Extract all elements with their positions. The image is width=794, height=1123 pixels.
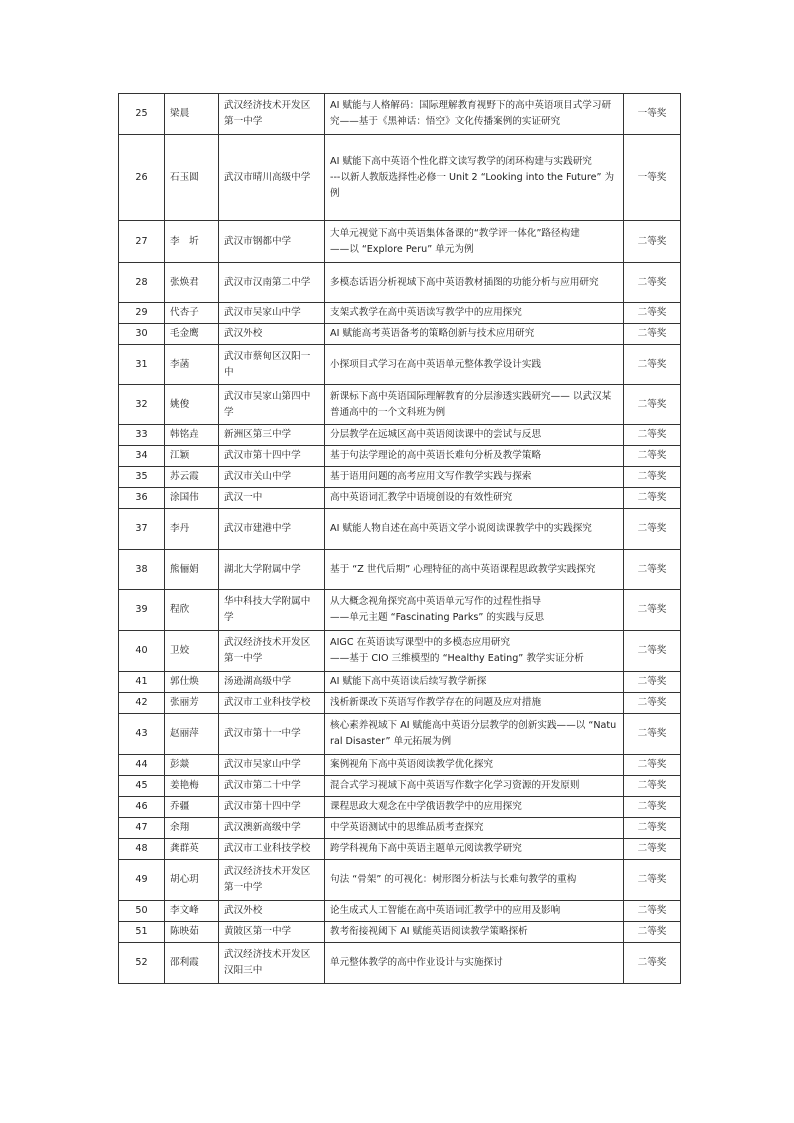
school-name: 武汉市工业科技学校 xyxy=(219,693,325,714)
row-number: 50 xyxy=(119,901,165,922)
author-name: 乔疆 xyxy=(165,797,219,818)
row-number: 30 xyxy=(119,324,165,345)
school-name: 武汉市晴川高级中学 xyxy=(219,135,325,221)
row-number: 32 xyxy=(119,385,165,425)
award-level: 二等奖 xyxy=(624,672,681,693)
award-level: 二等奖 xyxy=(624,714,681,755)
table-row xyxy=(119,860,681,901)
row-number: 40 xyxy=(119,631,165,672)
paper-title xyxy=(325,672,624,693)
award-level: 二等奖 xyxy=(624,922,681,943)
award-level: 二等奖 xyxy=(624,221,681,263)
author-name: 石玉圆 xyxy=(165,135,219,221)
paper-title xyxy=(325,303,624,324)
table-row xyxy=(119,263,681,303)
school-name: 黄陂区第一中学 xyxy=(219,922,325,943)
row-number: 46 xyxy=(119,797,165,818)
author-name: 邵利霞 xyxy=(165,943,219,984)
paper-title xyxy=(325,94,624,135)
school-name: 华中科技大学附属中学 xyxy=(219,590,325,631)
school-name: 武汉市第十一中学 xyxy=(219,714,325,755)
table-row xyxy=(119,324,681,345)
table-row xyxy=(119,509,681,550)
paper-title xyxy=(325,590,624,631)
award-level: 二等奖 xyxy=(624,488,681,509)
row-number: 39 xyxy=(119,590,165,631)
row-number: 52 xyxy=(119,943,165,984)
award-level: 二等奖 xyxy=(624,943,681,984)
school-name: 湖北大学附属中学 xyxy=(219,550,325,590)
paper-title xyxy=(325,922,624,943)
school-name: 新洲区第三中学 xyxy=(219,425,325,446)
paper-title-line: 基于句法学理论的高中英语长难句分析及教学策略 xyxy=(330,450,542,461)
paper-title-line: 核心素养视域下 AI 赋能高中英语分层教学的创新实践——以 “Natural Disaster” 单元拓展为例 xyxy=(330,720,617,747)
row-number: 25 xyxy=(119,94,165,135)
author-name: 苏云霞 xyxy=(165,467,219,488)
awards-table-body xyxy=(119,94,681,984)
paper-title-line: 案例视角下高中英语阅读教学优化探究 xyxy=(330,759,494,770)
paper-title xyxy=(325,385,624,425)
paper-title-line: 教考衔接视阈下 AI 赋能英语阅读教学策略探析 xyxy=(330,926,528,937)
author-name: 胡心玥 xyxy=(165,860,219,901)
award-level: 二等奖 xyxy=(624,550,681,590)
row-number: 27 xyxy=(119,221,165,263)
paper-title-line: 课程思政大观念在中学俄语教学中的应用探究 xyxy=(330,801,522,812)
author-name: 代杏子 xyxy=(165,303,219,324)
table-row xyxy=(119,425,681,446)
paper-title-line: 从大概念视角探究高中英语单元写作的过程性指导 xyxy=(330,596,542,607)
table-row xyxy=(119,922,681,943)
paper-title-line: AI 赋能下高中英语读后续写教学新探 xyxy=(330,676,487,687)
paper-title-line: 小探项目式学习在高中英语单元整体教学设计实践 xyxy=(330,358,542,370)
award-level: 二等奖 xyxy=(624,860,681,901)
award-level: 二等奖 xyxy=(624,446,681,467)
author-name: 李丹 xyxy=(165,509,219,550)
paper-title xyxy=(325,714,624,755)
author-name: 郭仕焕 xyxy=(165,672,219,693)
author-name: 熊俪娟 xyxy=(165,550,219,590)
paper-title xyxy=(325,263,624,303)
paper-title xyxy=(325,776,624,797)
table-row xyxy=(119,631,681,672)
award-level: 一等奖 xyxy=(624,94,681,135)
award-level: 二等奖 xyxy=(624,590,681,631)
paper-title xyxy=(325,943,624,984)
paper-title-line: AI 赋能下高中英语个性化群文读写教学的闭环构建与实践研究 xyxy=(330,155,592,167)
paper-title-line: 句法 “骨架” 的可视化：树形图分析法与长难句教学的重构 xyxy=(330,874,577,885)
author-name: 陈映茹 xyxy=(165,922,219,943)
paper-title xyxy=(325,446,624,467)
row-number: 26 xyxy=(119,135,165,221)
award-level: 二等奖 xyxy=(624,797,681,818)
row-number: 43 xyxy=(119,714,165,755)
school-name: 武汉外校 xyxy=(219,324,325,345)
paper-title xyxy=(325,550,624,590)
paper-title-line: 中学英语测试中的思维品质考查探究 xyxy=(330,822,484,833)
paper-title xyxy=(325,860,624,901)
table-row xyxy=(119,776,681,797)
paper-title xyxy=(325,755,624,776)
award-level: 二等奖 xyxy=(624,263,681,303)
paper-title-line: 论生成式人工智能在高中英语词汇教学中的应用及影响 xyxy=(330,905,561,916)
paper-title xyxy=(325,797,624,818)
paper-title-line: 跨学科视角下高中英语主题单元阅读教学研究 xyxy=(330,843,522,854)
paper-title xyxy=(325,901,624,922)
paper-title-line: ——基于 CIO 三维模型的 “Healthy Eating” 教学实证分析 xyxy=(330,653,584,664)
table-row xyxy=(119,943,681,984)
row-number: 35 xyxy=(119,467,165,488)
paper-title xyxy=(325,221,624,263)
school-name: 武汉经济技术开发区汉阳三中 xyxy=(219,943,325,984)
author-name: 李文峰 xyxy=(165,901,219,922)
paper-title xyxy=(325,425,624,446)
table-row xyxy=(119,221,681,263)
author-name: 张焕君 xyxy=(165,263,219,303)
table-row xyxy=(119,94,681,135)
paper-title-line: ——以 “Explore Peru” 单元为例 xyxy=(330,243,474,255)
school-name: 武汉经济技术开发区第一中学 xyxy=(219,631,325,672)
school-name: 武汉外校 xyxy=(219,901,325,922)
award-level: 二等奖 xyxy=(624,776,681,797)
row-number: 45 xyxy=(119,776,165,797)
paper-title-line: 大单元视觉下高中英语集体备课的“教学评一体化”路径构建 xyxy=(330,227,580,239)
author-name: 姜艳梅 xyxy=(165,776,219,797)
row-number: 28 xyxy=(119,263,165,303)
row-number: 38 xyxy=(119,550,165,590)
paper-title xyxy=(325,345,624,385)
paper-title xyxy=(325,135,624,221)
author-name: 龚群英 xyxy=(165,839,219,860)
row-number: 42 xyxy=(119,693,165,714)
paper-title-line: 高中英语词汇教学中语境创设的有效性研究 xyxy=(330,492,513,503)
table-row xyxy=(119,901,681,922)
table-row xyxy=(119,135,681,221)
table-row xyxy=(119,590,681,631)
school-name: 武汉市吴家山中学 xyxy=(219,303,325,324)
row-number: 47 xyxy=(119,818,165,839)
paper-title-line: AI 赋能人物自述在高中英语文学小说阅读课教学中的实践探究 xyxy=(330,523,592,534)
award-level: 二等奖 xyxy=(624,467,681,488)
school-name: 武汉经济技术开发区第一中学 xyxy=(219,860,325,901)
school-name: 武汉市第二十中学 xyxy=(219,776,325,797)
table-row xyxy=(119,839,681,860)
award-level: 二等奖 xyxy=(624,839,681,860)
school-name: 武汉市建港中学 xyxy=(219,509,325,550)
paper-title xyxy=(325,818,624,839)
table-row xyxy=(119,755,681,776)
school-name: 武汉一中 xyxy=(219,488,325,509)
paper-title-line: AIGC 在英语读写课型中的多模态应用研究 xyxy=(330,637,511,648)
paper-title-line: 支架式教学在高中英语读写教学中的应用探究 xyxy=(330,307,522,318)
paper-title xyxy=(325,509,624,550)
author-name: 卫姣 xyxy=(165,631,219,672)
award-level: 二等奖 xyxy=(624,345,681,385)
school-name: 武汉市蔡甸区汉阳一中 xyxy=(219,345,325,385)
row-number: 29 xyxy=(119,303,165,324)
table-row xyxy=(119,672,681,693)
paper-title-line: 多模态话语分析视域下高中英语教材插图的功能分析与应用研究 xyxy=(330,276,599,288)
paper-title-line: 基于 “Z 世代后期” 心理特征的高中英语课程思政教学实践探究 xyxy=(330,563,596,575)
award-level: 二等奖 xyxy=(624,631,681,672)
author-name: 江颖 xyxy=(165,446,219,467)
table-row xyxy=(119,467,681,488)
paper-title-line: 基于语用问题的高考应用文写作教学实践与探索 xyxy=(330,471,532,482)
school-name: 武汉市钢都中学 xyxy=(219,221,325,263)
school-name: 武汉市工业科技学校 xyxy=(219,839,325,860)
table-row xyxy=(119,714,681,755)
author-name: 涂国伟 xyxy=(165,488,219,509)
award-level: 二等奖 xyxy=(624,818,681,839)
paper-title-line: AI 赋能高考英语备考的策略创新与技术应用研究 xyxy=(330,328,535,339)
author-name: 余翔 xyxy=(165,818,219,839)
award-level: 二等奖 xyxy=(624,425,681,446)
row-number: 33 xyxy=(119,425,165,446)
paper-title xyxy=(325,488,624,509)
table-row xyxy=(119,693,681,714)
author-name: 李菡 xyxy=(165,345,219,385)
award-level: 一等奖 xyxy=(624,135,681,221)
paper-title-line: ——单元主题 “Fascinating Parks” 的实践与反思 xyxy=(330,612,544,623)
paper-title-line: 分层教学在远城区高中英语阅读课中的尝试与反思 xyxy=(330,429,542,440)
table-row xyxy=(119,446,681,467)
school-name: 武汉市吴家山第四中学 xyxy=(219,385,325,425)
school-name: 武汉市汉南第二中学 xyxy=(219,263,325,303)
row-number: 31 xyxy=(119,345,165,385)
award-level: 二等奖 xyxy=(624,693,681,714)
row-number: 51 xyxy=(119,922,165,943)
paper-title-line: 新课标下高中英语国际理解教育的分层渗透实践研究—— 以武汉某普通高中的一个文科班为例 xyxy=(330,390,612,418)
author-name: 彭燚 xyxy=(165,755,219,776)
table-row xyxy=(119,385,681,425)
row-number: 36 xyxy=(119,488,165,509)
paper-title xyxy=(325,693,624,714)
school-name: 武汉市第十四中学 xyxy=(219,446,325,467)
row-number: 48 xyxy=(119,839,165,860)
row-number: 41 xyxy=(119,672,165,693)
author-name: 程欣 xyxy=(165,590,219,631)
paper-title-line: 混合式学习视域下高中英语写作数字化学习资源的开发原则 xyxy=(330,780,580,791)
author-name: 梁晨 xyxy=(165,94,219,135)
award-level: 二等奖 xyxy=(624,303,681,324)
school-name: 武汉市第十四中学 xyxy=(219,797,325,818)
paper-title xyxy=(325,324,624,345)
table-row xyxy=(119,488,681,509)
paper-title xyxy=(325,631,624,672)
table-row xyxy=(119,303,681,324)
row-number: 34 xyxy=(119,446,165,467)
paper-title-line: AI 赋能与人格解码：国际理解教育视野下的高中英语项目式学习研究——基于《黑神话：悟空》文化传播案例的实证研究 xyxy=(330,100,612,127)
author-name: 毛金鹰 xyxy=(165,324,219,345)
table-row xyxy=(119,818,681,839)
row-number: 49 xyxy=(119,860,165,901)
table-row xyxy=(119,797,681,818)
paper-title-line: 单元整体教学的高中作业设计与实施探讨 xyxy=(330,957,503,968)
paper-title-line: ---以新人教版选择性必修一 Unit 2 “Looking into the Future” 为例 xyxy=(330,171,615,199)
author-name: 姚俊 xyxy=(165,385,219,425)
award-level: 二等奖 xyxy=(624,385,681,425)
author-name: 张丽芳 xyxy=(165,693,219,714)
award-level: 二等奖 xyxy=(624,509,681,550)
award-level: 二等奖 xyxy=(624,324,681,345)
author-name: 韩铭垚 xyxy=(165,425,219,446)
row-number: 37 xyxy=(119,509,165,550)
table-row xyxy=(119,345,681,385)
award-level: 二等奖 xyxy=(624,755,681,776)
paper-title xyxy=(325,467,624,488)
author-name: 李 圻 xyxy=(165,221,219,263)
row-number: 44 xyxy=(119,755,165,776)
school-name: 武汉市关山中学 xyxy=(219,467,325,488)
school-name: 武汉经济技术开发区第一中学 xyxy=(219,94,325,135)
table-row xyxy=(119,550,681,590)
paper-title-line: 浅析新课改下英语写作教学存在的问题及应对措施 xyxy=(330,697,542,708)
school-name: 汤逊湖高级中学 xyxy=(219,672,325,693)
awards-table xyxy=(118,93,681,984)
author-name: 赵丽萍 xyxy=(165,714,219,755)
award-level: 二等奖 xyxy=(624,901,681,922)
paper-title xyxy=(325,839,624,860)
school-name: 武汉市吴家山中学 xyxy=(219,755,325,776)
school-name: 武汉澳新高级中学 xyxy=(219,818,325,839)
